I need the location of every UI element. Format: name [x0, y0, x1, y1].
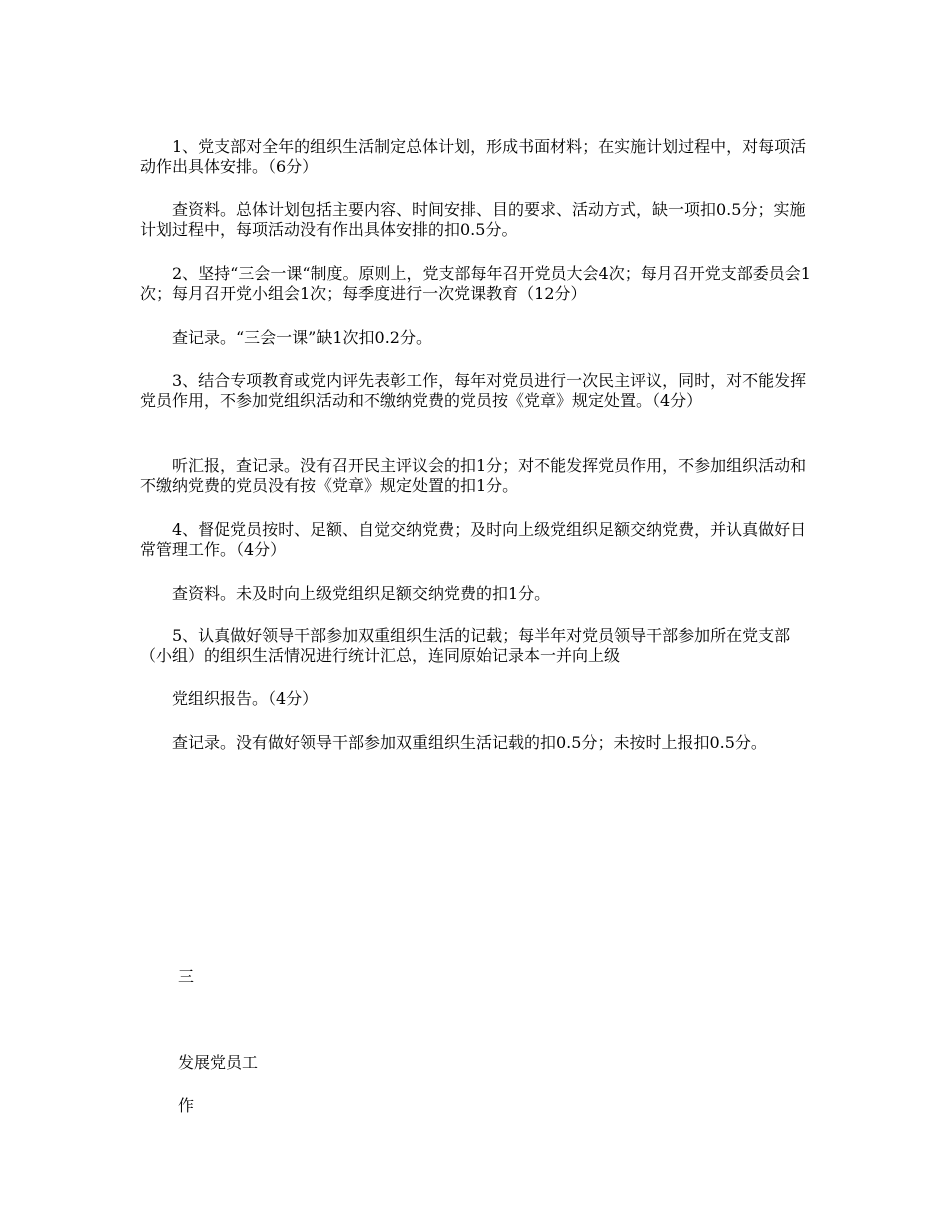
item-1-requirement: 1、党支部对全年的组织生活制定总体计划，形成书面材料；在实施计划过程中，对每项活动作出具体安排。（6分）	[140, 137, 807, 176]
item-4-scoring: 查资料。未及时向上级党组织足额交纳党费的扣1分。	[140, 584, 551, 603]
section-number: 三	[178, 967, 195, 986]
item-5-requirement: 5、认真做好领导干部参加双重组织生活的记载；每半年对党员领导干部参加所在党支部（小组）的组织生活情况进行统计汇总，连同原始记录本一并向上级	[140, 626, 791, 665]
item-2-scoring: 查记录。“三会一课”缺1次扣0.2分。	[140, 328, 432, 347]
item-4-requirement: 4、督促党员按时、足额、自觉交纳党费；及时向上级党组织足额交纳党费，并认真做好日常管理工作。（4分）	[140, 520, 807, 559]
item-1-scoring: 查资料。总体计划包括主要内容、时间安排、目的要求、活动方式，缺一项扣0.5分；实施计划过程中，每项活动没有作出具体安排的扣0.5分。	[140, 200, 806, 239]
section-title-line2: 作	[178, 1096, 195, 1115]
item-3-scoring: 听汇报，查记录。没有召开民主评议会的扣1分；对不能发挥党员作用，不参加组织活动和不缴纳党费的党员没有按《党章》规定处置的扣1分。	[140, 456, 807, 495]
section-title-line1: 发展党员工	[178, 1053, 259, 1072]
item-3-requirement: 3、结合专项教育或党内评先表彰工作，每年对党员进行一次民主评议，同时，对不能发挥党员作用，不参加党组织活动和不缴纳党费的党员按《党章》规定处置。（4分）	[140, 371, 807, 410]
item-5-scoring: 查记录。没有做好领导干部参加双重组织生活记载的扣0.5分；未按时上报扣0.5分。	[140, 733, 767, 752]
item-2-requirement: 2、坚持“三会一课“制度。原则上，党支部每年召开党员大会4次；每月召开党支部委员会1次；每月召开党小组会1次；每季度进行一次党课教育（12分）	[140, 264, 811, 303]
item-5-requirement-cont: 党组织报告。（4分）	[140, 689, 319, 708]
